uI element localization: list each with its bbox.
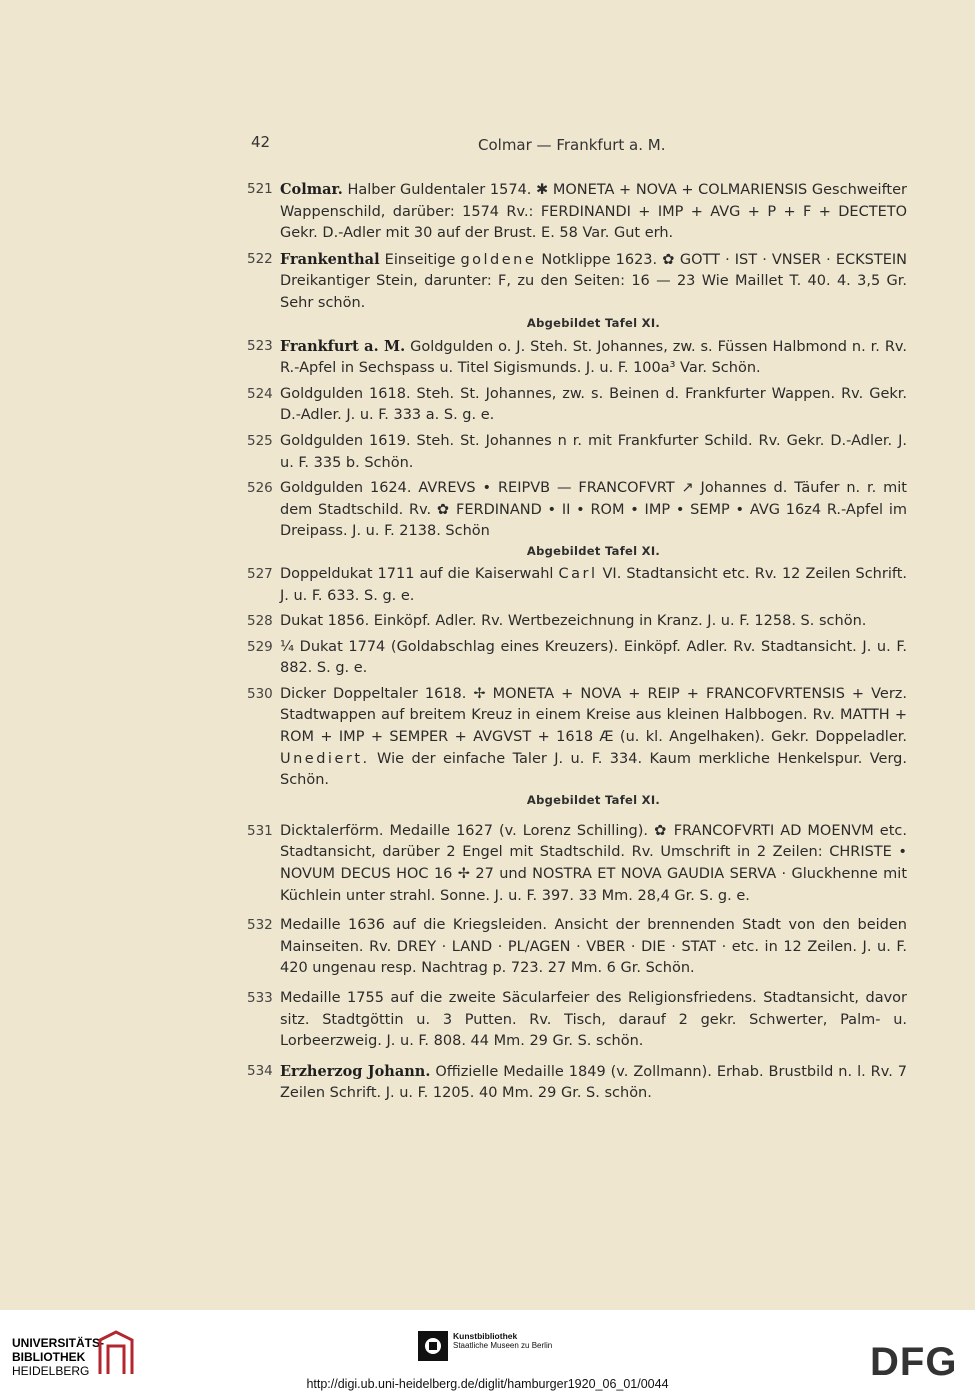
source-url[interactable]: http://digi.ub.uni-heidelberg.de/diglit/hamburger1920_06_01/0044 — [306, 1377, 669, 1391]
entry-heading: Erzherzog Johann. — [280, 1062, 431, 1080]
entry-text: ¼ Dukat 1774 (Goldabschlag eines Kreuzers). Einköpf. Adler. Rv. Stadtansicht. J. u. F. 882. S. g. e. — [280, 638, 907, 677]
entry-524 — [247, 384, 907, 427]
entry-number: 525 — [247, 432, 273, 449]
entry-text: Doppeldukat 1711 auf die Kaiserwahl — [280, 565, 559, 582]
entry-heading: Frankfurt a. M. — [280, 337, 406, 355]
dfg-logo: DFG — [870, 1340, 958, 1384]
entry-525 — [247, 431, 907, 474]
entry-530 — [247, 684, 907, 792]
entry-number: 521 — [247, 181, 273, 197]
plate-caption: Abgebildet Tafel XI. — [526, 792, 661, 807]
entry-number: 528 — [247, 613, 273, 630]
plate-caption: Abgebildet Tafel XI. — [526, 315, 661, 330]
entry-text: Dicker Doppeltaler 1618. ✢ MONETA + NOVA + REIP + FRANCOFVRTENSIS + Verz. Stadtwappen auf breitem Kreuz in einem Kreise aus kleinen Halbbogen. Rv. MATTH + ROM + IMP + SEMPER + AVGVST + 1618 Æ (u. kl. Angelhaken). Gekr. Doppeladler. — [280, 685, 907, 746]
entry-text: Halber Guldentaler 1574. ✱ MONETA + NOVA + COLMARIENSIS Geschweifter Wappenschild, darüber: 1574 Rv.: FERDINANDI + IMP + AVG + P + F + DECTETO Gekr. D.-Adler mit 30 auf der Brust. E. 58 Var. Gut erh. — [280, 182, 907, 242]
entry-text: Goldgulden 1619. Steh. St. Johannes n r. mit Frankfurter Schild. Rv. Gekr. D.-Adler. J. u. F. 335 b. Schön. — [280, 432, 907, 471]
entry-number: 530 — [247, 685, 273, 702]
entry-spaced-text: Carl — [558, 565, 598, 582]
entry-number: 532 — [247, 917, 273, 934]
entry-526 — [247, 478, 907, 543]
uni-line-3: HEIDELBERG — [12, 1364, 90, 1378]
entry-528 — [247, 611, 907, 633]
entry-531 — [247, 821, 907, 907]
entry-text: Medaille 1636 auf die Kriegsleiden. Ansicht der brennenden Stadt von den beiden Mainseiten. Rv. DREY · LAND · PL/AGEN · VBER · DIE · STAT · etc. in 12 Zeilen. J. u. F. 420 ungenau resp. Nachtrag p. 723. 27 Mm. 6 Gr. Schön. — [280, 917, 907, 977]
uni-line-2: BIBLIOTHEK — [12, 1350, 86, 1364]
entry-number: 534 — [247, 1062, 273, 1079]
uni-line-1: UNIVERSITÄTS- — [12, 1336, 105, 1350]
entry-number: 531 — [247, 822, 273, 839]
entry-523 — [247, 336, 907, 380]
kunstbibliothek-logo-icon — [418, 1331, 448, 1361]
entry-text: Goldgulden 1618. Steh. St. Johannes, zw. s. Beinen d. Frankfurter Wappen. Rv. Gekr. D.-Adler. J. u. F. 333 a. S. g. e. — [280, 385, 907, 424]
running-head: Colmar — Frankfurt a. M. — [478, 136, 666, 154]
entry-533 — [247, 988, 907, 1053]
entry-text: Dicktalerförm. Medaille 1627 (v. Lorenz Schilling). ✿ FRANCOFVRTI AD MOENVM etc. Stadtansicht, darüber 2 Engel mit Stadtschild. Rv. Umschrift in 2 Zeilen: CHRISTE • NOVUM DECUS HOC 16 ✢ 27 und NOSTRA ET NOVA GAUDIA SERVA · Gluckhenne mit Küchlein unter strahl. Sonne. J. u. F. 397. 33 Mm. 28,4 Gr. S. g. e. — [280, 822, 907, 904]
entry-534 — [247, 1061, 907, 1105]
entry-529 — [247, 637, 907, 680]
university-library-logo-icon — [96, 1330, 136, 1378]
university-library-logo-text — [12, 1336, 104, 1378]
entry-text: Dukat 1856. Einköpf. Adler. Rv. Wertbezeichnung in Kranz. J. u. F. 1258. S. schön. — [280, 613, 867, 630]
entry-532 — [247, 915, 907, 980]
entry-number: 529 — [247, 638, 273, 655]
entry-text: Goldgulden 1624. AVREVS • REIPVB — FRANCOFVRT ↗ Johannes d. Täufer n. r. mit dem Stadtschild. Rv. ✿ FERDINAND • II • ROM • IMP • SEMP • AVG 16z4 R.-Apfel im Dreipass. J. u. F. 2138. Schön — [280, 480, 907, 540]
entry-text: Notklippe 1623. ✿ GOTT · IST · VNSER · ECKSTEIN Dreikantiger Stein, darunter: F, zu den Seiten: 16 — 23 Wie Maillet T. 40. 4. 3,5 Gr. Sehr schön. — [280, 251, 907, 311]
entry-number: 524 — [247, 385, 273, 402]
catalogue-entries — [247, 179, 907, 1105]
entry-number: 527 — [247, 565, 273, 582]
kunstbibliothek-logo-text — [453, 1331, 552, 1351]
entry-527 — [247, 564, 907, 607]
entry-number: 523 — [247, 337, 273, 354]
entry-text: VI. Stadtansicht etc. Rv. 12 Zeilen Schrift. J. u. F. 633. S. g. e. — [280, 565, 907, 604]
kb-subtitle: Staatliche Museen zu Berlin — [453, 1341, 553, 1350]
entry-521 — [247, 179, 907, 245]
entry-text: Offizielle Medaille 1849 (v. Zollmann). Erhab. Brustbild n. l. Rv. 7 Zeilen Schrift. J. u. F. 1205. 40 Mm. 29 Gr. S. schön. — [280, 1063, 908, 1102]
entry-text: Einseitige — [379, 251, 461, 268]
entry-spaced-text: goldene — [460, 251, 537, 268]
entry-heading: Frankenthal — [280, 250, 380, 268]
entry-spaced-text: Unediert. — [280, 750, 370, 767]
entry-text: Medaille 1755 auf die zweite Säcularfeier des Religionsfriedens. Stadtansicht, davor sitz. Stadtgöttin u. 3 Putten. Rv. Tisch, darauf 2 gekr. Schwerter, Palm- u. Lorbeerzweig. J. u. F. 808. 44 Mm. 29 Gr. S. schön. — [280, 990, 907, 1050]
entry-number: 533 — [247, 990, 273, 1006]
plate-caption: Abgebildet Tafel XI. — [526, 543, 661, 558]
entry-text: Goldgulden o. J. Steh. St. Johannes, zw. s. Füssen Halbmond n. r. Rv. R.-Apfel in Sechspass u. Titel Sigismunds. J. u. F. 100a³ Var. Schön. — [280, 338, 907, 377]
entry-number: 526 — [247, 480, 273, 497]
entry-text: Wie der einfache Taler J. u. F. 334. Kaum merkliche Henkelspur. Verg. Schön. — [280, 750, 907, 789]
entry-number: 522 — [247, 250, 273, 267]
entry-heading: Colmar. — [280, 181, 343, 198]
page-number: 42 — [251, 133, 271, 151]
entry-522 — [247, 249, 907, 315]
kb-title: Kunstbibliothek — [453, 1331, 518, 1341]
